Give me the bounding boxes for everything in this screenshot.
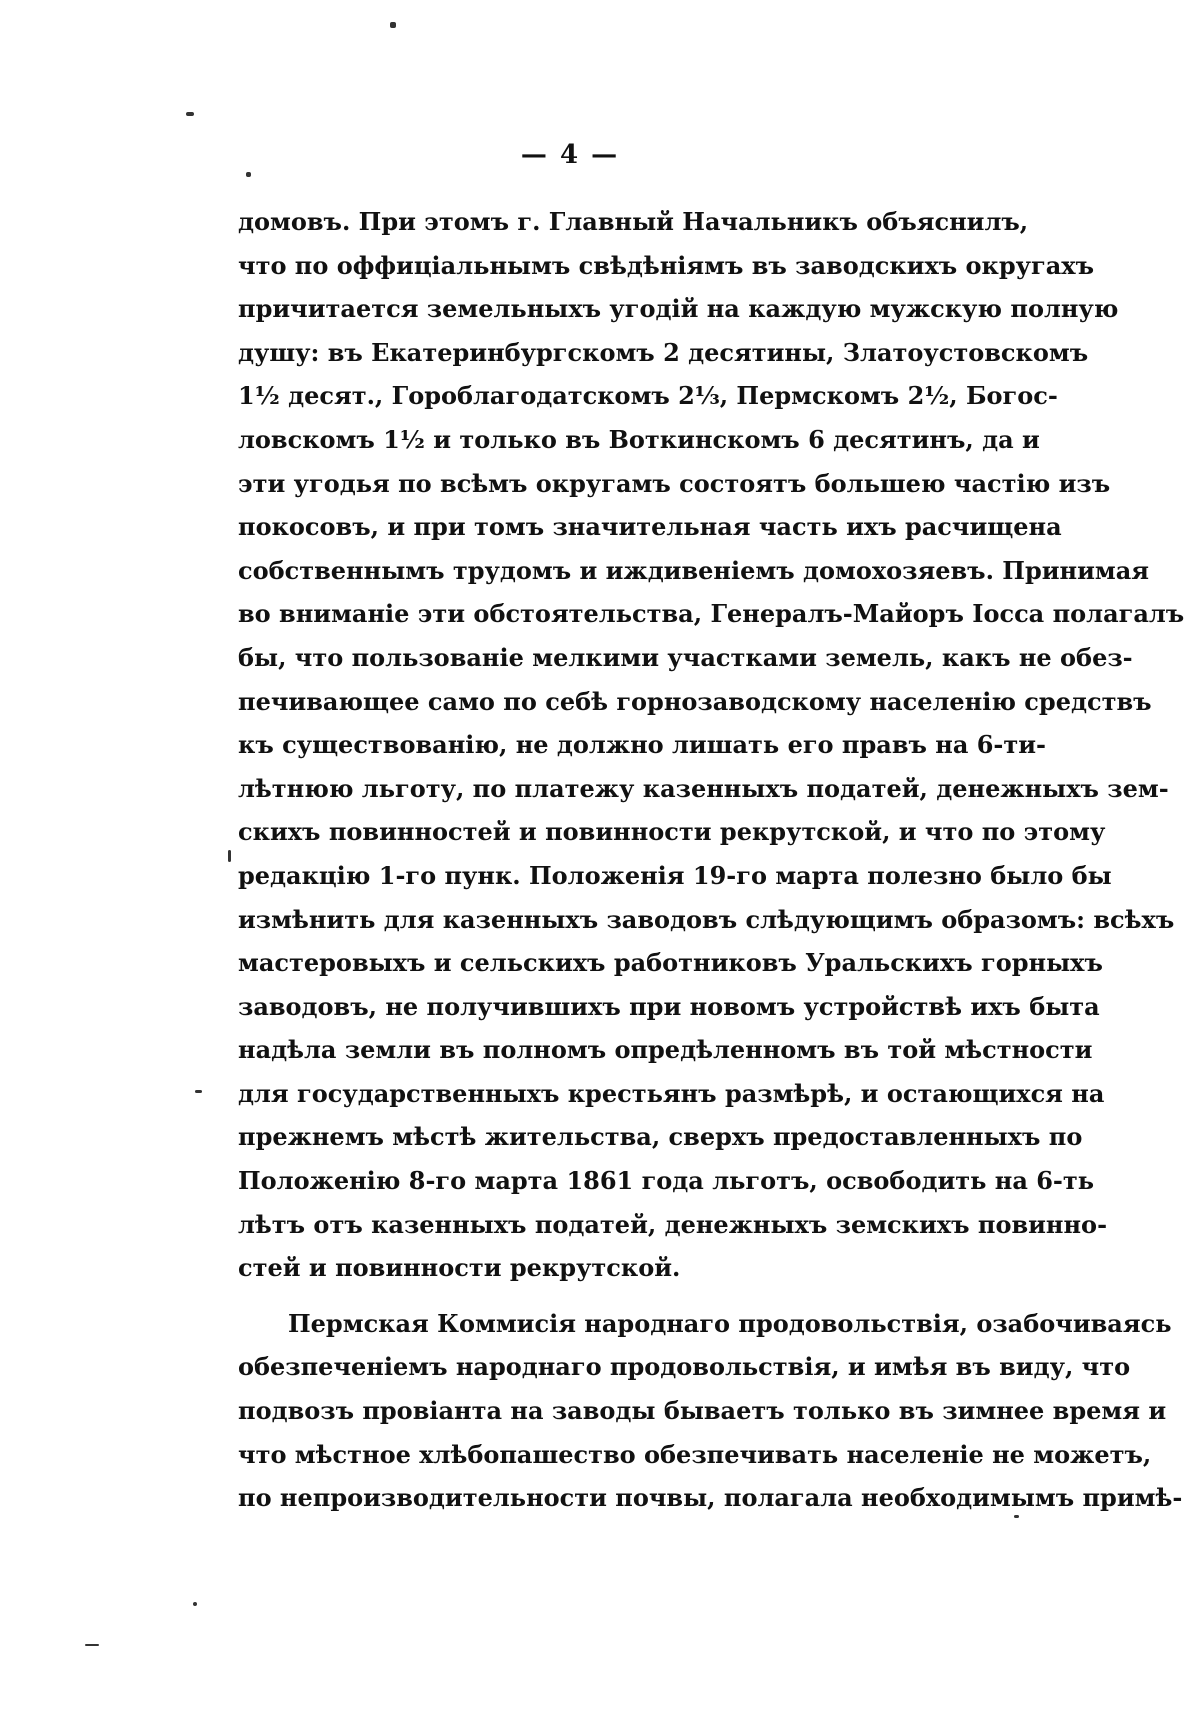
scan-speck	[228, 850, 231, 862]
text-line: подвозъ провіанта на заводы бываетъ только въ зимнее время и	[238, 1396, 1167, 1426]
text-line: заводовъ, не получившихъ при новомъ устройствѣ ихъ быта	[238, 991, 1100, 1021]
text-line: собственнымъ трудомъ и иждивеніемъ домохозяевъ. Принимая	[238, 555, 1150, 585]
scan-speck	[85, 1644, 99, 1646]
scan-speck	[390, 22, 396, 28]
paragraph-2	[238, 1302, 1183, 1520]
text-line: къ существованію, не должно лишать его правъ на 6-ти-	[238, 730, 1047, 760]
body-text	[238, 200, 1184, 1520]
text-line: покосовъ, и при томъ значительная часть ихъ расчищена	[238, 512, 1062, 542]
text-line: мастеровыхъ и сельскихъ работниковъ Уральскихъ горныхъ	[238, 948, 1103, 978]
text-line: эти угодья по всѣмъ округамъ состоятъ большею частію изъ	[238, 468, 1111, 498]
text-line: ловскомъ 1½ и только въ Воткинскомъ 6 десятинъ, да и	[238, 424, 1040, 454]
text-line: измѣнить для казенныхъ заводовъ слѣдующимъ образомъ: всѣхъ	[238, 904, 1175, 934]
paragraph-1	[238, 200, 1184, 1290]
scan-speck	[1014, 1515, 1019, 1518]
text-line: надѣла земли въ полномъ опредѣленномъ въ той мѣстности	[238, 1035, 1093, 1065]
text-line: для государственныхъ крестьянъ размѣрѣ, и остающихся на	[238, 1078, 1105, 1108]
text-line: лѣтнюю льготу, по платежу казенныхъ податей, денежныхъ зем-	[238, 773, 1169, 803]
text-line: стей и повинности рекрутской.	[238, 1253, 681, 1283]
scan-speck	[193, 1602, 197, 1606]
text-line: 1½ десят., Гороблагодатскомъ 2⅓, Пермскомъ 2½, Богос-	[238, 381, 1058, 411]
text-line: прежнемъ мѣстѣ жительства, сверхъ предоставленныхъ по	[238, 1122, 1083, 1152]
text-line: лѣтъ отъ казенныхъ податей, денежныхъ земскихъ повинно-	[238, 1209, 1108, 1239]
text-line: печивающее само по себѣ горнозаводскому населенію средствъ	[238, 686, 1152, 716]
text-line: причитается земельныхъ угодій на каждую мужскую полную	[238, 294, 1119, 324]
text-line: Положенію 8-го марта 1861 года льготъ, освободить на 6-ть	[238, 1166, 1095, 1196]
text-line: что мѣстное хлѣбопашество обезпечивать населеніе не можетъ,	[238, 1439, 1152, 1469]
text-line: что по оффиціальнымъ свѣдѣніямъ въ заводскихъ округахъ	[238, 250, 1095, 280]
scan-speck	[186, 112, 194, 116]
text-line: обезпеченіемъ народнаго продовольствія, и имѣя въ виду, что	[238, 1352, 1131, 1382]
text-line: душу: въ Екатеринбургскомъ 2 десятины, Златоустовскомъ	[238, 337, 1089, 367]
text-line: во вниманіе эти обстоятельства, Генералъ-Майоръ Іосса полагалъ	[238, 599, 1184, 629]
scan-speck	[246, 172, 251, 177]
paragraph-gap	[238, 1290, 1028, 1302]
text-line: скихъ повинностей и повинности рекрутской, и что по этому	[238, 817, 1106, 847]
text-line: бы, что пользованіе мелкими участками земель, какъ не обез-	[238, 642, 1133, 672]
scan-speck	[195, 1090, 202, 1093]
text-line: Пермская Коммисія народнаго продовольствія, озабочиваясь	[288, 1308, 1172, 1338]
text-line: по непроизводительности почвы, полагала необходимымъ примѣ-	[238, 1483, 1183, 1513]
text-line: домовъ. При этомъ г. Главный Начальникъ объяснилъ,	[238, 207, 1029, 236]
page-number: — 4 —	[520, 140, 620, 170]
text-line: редакцію 1-го пунк. Положенія 19-го марта полезно было бы	[238, 860, 1112, 890]
